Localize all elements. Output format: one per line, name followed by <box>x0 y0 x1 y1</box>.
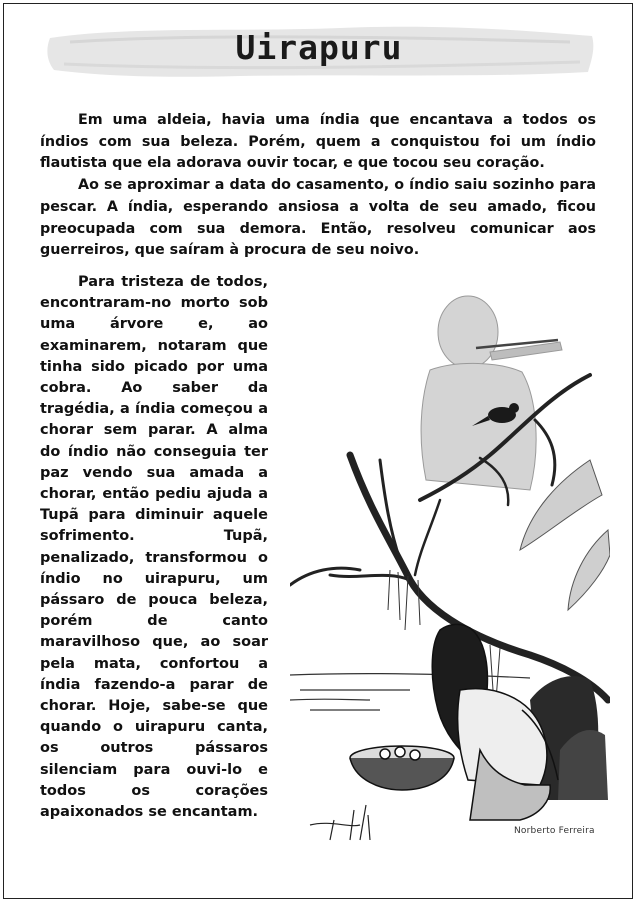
palm-fronds <box>520 460 610 610</box>
illustration-credit: Norberto Ferreira <box>514 826 595 836</box>
paragraph-2: Ao se aproximar a data do casamento, o índio saiu sozinho para pescar. A índia, esperando ansiosa a volta de seu amado, ficou preocupada com sua demora. Então, resolveu comunicar aos guerreiros, que saíram à procura de seu noivo. <box>40 177 596 259</box>
page-title: Uirapuru <box>235 28 403 67</box>
indian-woman-figure <box>432 624 558 820</box>
basket-icon <box>350 746 454 790</box>
paragraph-1: Em uma aldeia, havia uma índia que encantava a todos os índios com sua beleza. Porém, quem a conquistou foi um índio flautista que ela adorava ouvir tocar, e que tocou seu coração. <box>40 112 596 172</box>
intro-text <box>40 110 596 262</box>
legend-illustration <box>290 280 610 850</box>
side-column-text <box>40 272 268 823</box>
grass <box>310 805 370 840</box>
flute-player-spirit <box>421 296 562 490</box>
paragraph-3: Para tristeza de todos, encontraram-no morto sob uma árvore e, ao examinarem, notaram que tinha sido picado por uma cobra. Ao saber da tragédia, a índia começou a chorar sem parar. A alma do índio não conseguia ter paz vendo sua amada a chorar, então pediu ajuda a Tupã para diminuir aquele sofrimento. Tupã, penalizado, transformou o índio no uirapuru, um pássaro de pouca beleza, porém de canto maravilhoso que, ao soar pela mata, confortou a índia fazendo-a parar de chorar. Hoje, sabe-se que quando o uirapuru canta, os outros pássaros silenciam para ouvi-lo e todos os corações apaixonados se encantam. <box>40 274 268 821</box>
